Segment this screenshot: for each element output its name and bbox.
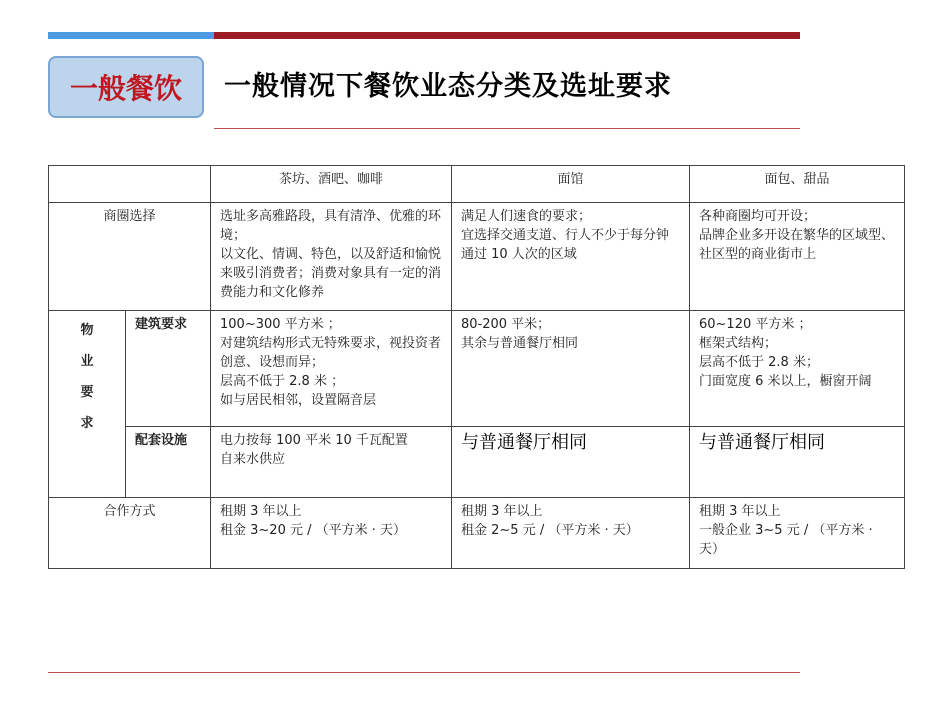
row-label-cooperation: 合作方式: [49, 498, 211, 569]
cell-text: 100~300 平方米 ；: [220, 317, 341, 332]
header-cell-noodle: 面馆: [452, 166, 690, 203]
cell-text: 选址多高雅路段，具有清净、优雅的环境；: [220, 209, 442, 243]
cell-building-bakery: [690, 311, 905, 427]
cell-building-teahouse: [211, 311, 452, 427]
table-row-cooperation: [49, 498, 905, 569]
category-badge: [48, 56, 204, 118]
cell-text: 80-200 平米；: [461, 317, 551, 332]
cell-business-area-noodle: [452, 203, 690, 311]
vertical-char: 物: [80, 323, 94, 338]
cell-text: 电力按每 100 平米 10 千瓦配置: [220, 433, 408, 448]
header-cell-teahouse: 茶坊、酒吧、咖啡: [211, 166, 452, 203]
cell-facilities-teahouse: [211, 427, 452, 498]
table-header-row: [49, 166, 905, 203]
cell-text: 各种商圈均可开设；: [699, 209, 817, 224]
cell-text: 宜选择交通支道、行人不少于每分钟通过 10 人次的区域: [461, 228, 670, 262]
table-row-facilities: [49, 427, 905, 498]
cell-building-noodle: [452, 311, 690, 427]
header-cell-bakery: 面包、甜品: [690, 166, 905, 203]
cell-text: 与普通餐厅相同: [699, 432, 825, 453]
cell-text: 门面宽度 6 米以上，橱窗开阔: [699, 374, 872, 389]
bottom-divider: [48, 672, 800, 673]
row-label-facilities: 配套设施: [126, 427, 211, 498]
cell-business-area-bakery: [690, 203, 905, 311]
cell-cooperation-noodle: [452, 498, 690, 569]
row-label-property: [49, 311, 126, 498]
cell-facilities-noodle: [452, 427, 690, 498]
cell-text: 租金 3~20 元 / （平方米 · 天）: [220, 523, 407, 538]
cell-facilities-bakery: [690, 427, 905, 498]
cell-text: 品牌企业多开设在繁华的区域型、社区型的商业街市上: [699, 228, 895, 262]
cell-text: 一般企业 3~5 元 / （平方米 · 天）: [699, 523, 873, 557]
cell-text: 租期 3 年以上: [220, 504, 302, 519]
requirements-table: [48, 165, 905, 569]
row-label-business-area: 商圈选择: [49, 203, 211, 311]
cell-cooperation-teahouse: [211, 498, 452, 569]
cell-text: 租金 2~5 元 / （平方米 · 天）: [461, 523, 639, 538]
cell-text: 租期 3 年以上: [461, 504, 543, 519]
title-divider: [214, 128, 800, 129]
page-title: 一般情况下餐饮业态分类及选址要求: [224, 71, 672, 102]
table-row-building: [49, 311, 905, 427]
cell-text: 租期 3 年以上: [699, 504, 781, 519]
cell-text: 与普通餐厅相同: [461, 432, 587, 453]
vertical-char: 要: [80, 385, 94, 400]
top-accent-bar-red: [214, 32, 800, 39]
table-row-business-area: [49, 203, 905, 311]
vertical-char: 业: [80, 354, 94, 369]
vertical-char: 求: [80, 416, 94, 431]
cell-text: 其余与普通餐厅相同: [461, 336, 579, 351]
cell-text: 自来水供应: [220, 452, 286, 467]
cell-text: 60~120 平方米 ；: [699, 317, 812, 332]
cell-text: 层高不低于 2.8 米；: [699, 355, 819, 370]
cell-text: 层高不低于 2.8 米 ；: [220, 374, 345, 389]
header-cell-empty: [49, 166, 211, 203]
top-accent-bar-blue: [48, 32, 214, 39]
cell-text: 以文化、情调、特色，以及舒适和愉悦来吸引消费者；消费对象具有一定的消费能力和文化修养: [220, 247, 442, 300]
row-label-building: 建筑要求: [126, 311, 211, 427]
cell-business-area-teahouse: [211, 203, 452, 311]
cell-text: 对建筑结构形式无特殊要求，视投资者创意、设想而异；: [220, 336, 442, 370]
category-badge-label: 一般餐饮: [69, 72, 182, 105]
cell-text: 满足人们速食的要求；: [461, 209, 592, 224]
cell-text: 如与居民相邻，设置隔音层: [220, 393, 377, 408]
cell-cooperation-bakery: [690, 498, 905, 569]
cell-text: 框架式结构；: [699, 336, 778, 351]
